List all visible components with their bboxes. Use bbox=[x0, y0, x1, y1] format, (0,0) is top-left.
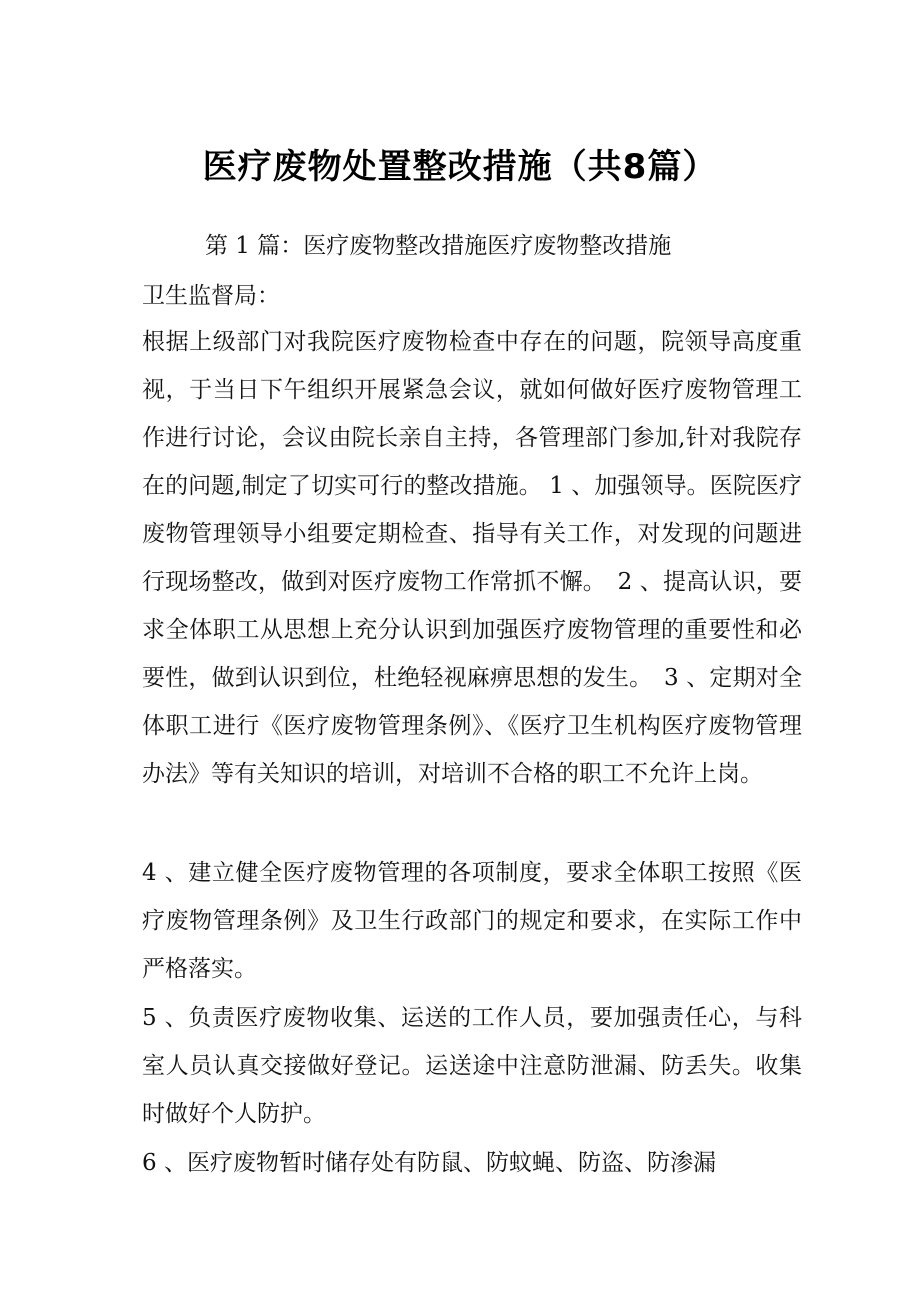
body-paragraph-item-5: 5 、负责医疗废物收集、运送的工作人员，要加强责任心，与科室人员认真交接做好登记。运送途中注意防泄漏、防丢失。收集时做好个人防护。 bbox=[142, 1005, 802, 1127]
document-title: 医疗废物处置整改措施（共8篇） bbox=[202, 147, 718, 187]
body-paragraph-item-4: 4 、建立健全医疗废物管理的各项制度，要求全体职工按照《医疗废物管理条例》及卫生行政部门的规定和要求，在实际工作中严格落实。 bbox=[142, 860, 802, 982]
body-paragraph-item-6: 6 、医疗废物暂时储存处有防鼠、防蚊蝇、防盗、防渗漏 bbox=[142, 1150, 716, 1176]
body-paragraph-1: 根据上级部门对我院医疗废物检查中存在的问题，院领导高度重视，于当日下午组织开展紧急会议，就如何做好医疗废物管理工作进行讨论，会议由院长亲自主持，各管理部门参加,针对我院存在的问题,制定了切实可行的整改措施。 1 、加强领导。医院医疗废物管理领导小组要定期检查、指导有关工作，对发现的问题进行现场整改，做到对医疗废物工作常抓不懈。 2 、提高认识，要求全体职工从思想上充分认识到加强医疗废物管理的重要性和必要性，做到认识到位，杜绝轻视麻痹思想的发生。 3 、定期对全体职工进行《医疗废物管理条例》、《医疗卫生机构医疗废物管理办法》等有关知识的培训，对培训不合格的职工不允许上岗。 bbox=[142, 329, 802, 787]
addressee-line: 卫生监督局： bbox=[142, 283, 280, 309]
section-heading: 第 1 篇：医疗废物整改措施医疗废物整改措施 bbox=[205, 233, 672, 259]
